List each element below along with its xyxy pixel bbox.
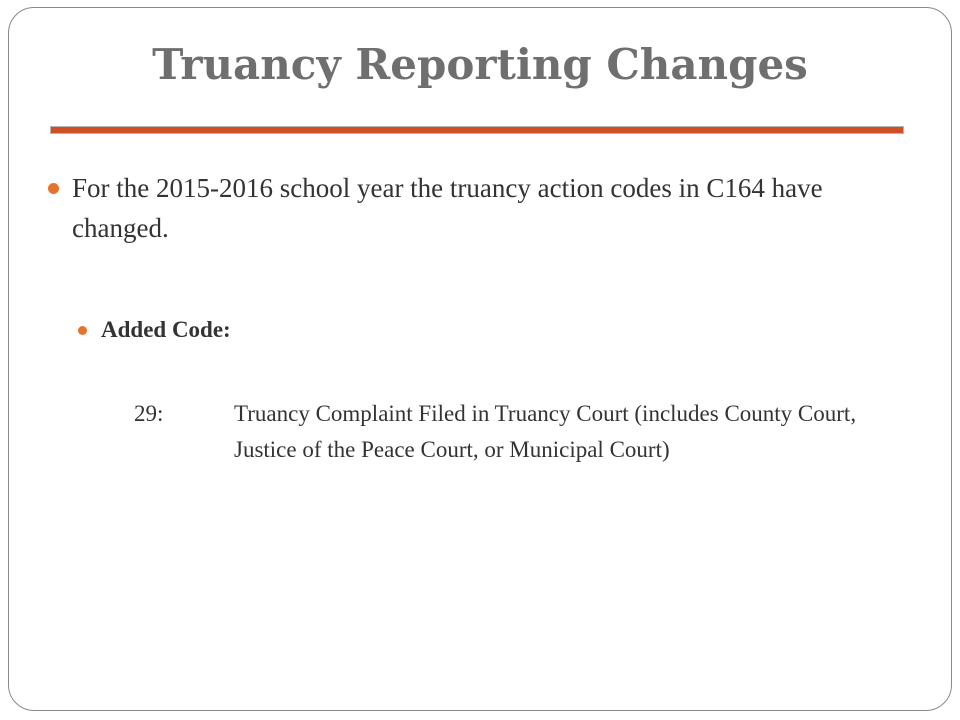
added-code-label: Added Code: bbox=[101, 317, 231, 342]
bullet-text: For the 2015-2016 school year the truancy action codes in C164 have changed. bbox=[72, 173, 823, 243]
bullet-dot-icon bbox=[48, 183, 59, 194]
slide-title: Truancy Reporting Changes bbox=[152, 40, 808, 89]
slide-frame bbox=[8, 7, 952, 711]
title-underline bbox=[50, 126, 904, 134]
code-number: 29: bbox=[134, 401, 164, 426]
code-description: Truancy Complaint Filed in Truancy Court (includes County Court, Justice of the Peace Court, or Municipal Court) bbox=[234, 401, 857, 462]
sub-bullet-dot-icon bbox=[78, 326, 87, 335]
